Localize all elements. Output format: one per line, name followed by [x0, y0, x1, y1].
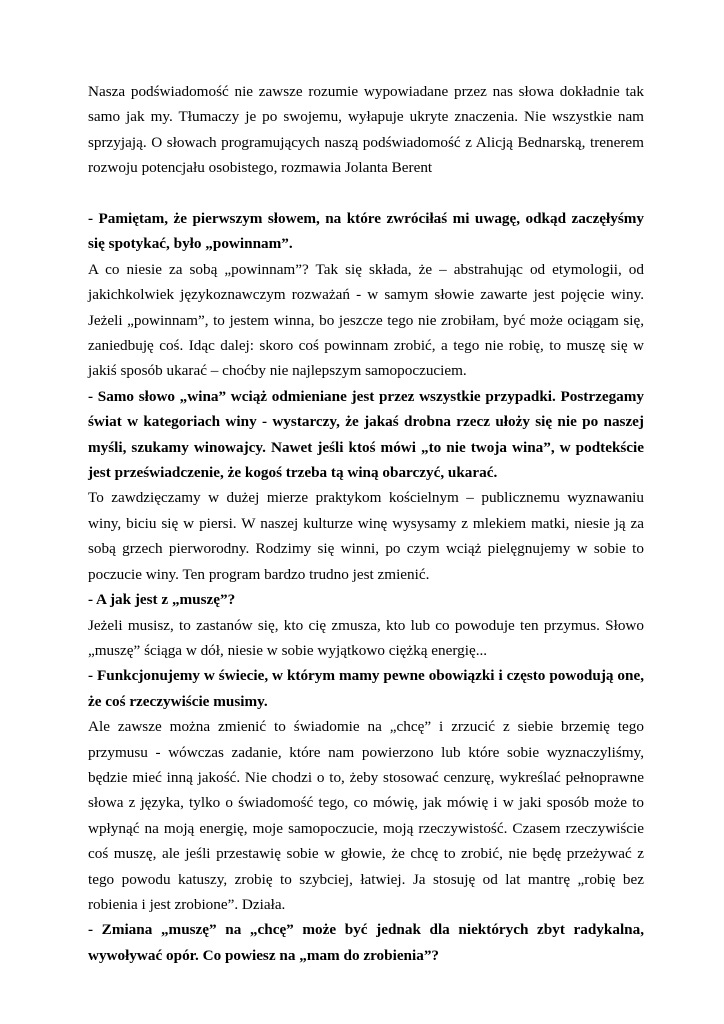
answer-musze: Jeżeli musisz, to zastanów się, kto cię zmusza, kto lub co powoduje ten przymus. Słowo „muszę” ściąga w dół, niesie w sobie wyjątkowo ciężką energię...	[88, 616, 644, 659]
answer-obowiazki: Ale zawsze można zmienić to świadomie na „chcę” i zrzucić z siebie brzemię tego przymusu - wówczas zadanie, które nam powierzono lub które sobie wyznaczyliśmy, będzie mieć inną jakość. Nie chodzi o to, żeby stosować cenzurę, wykreślać pełnoprawne słowa z języka, tylko o świadomość tego, co mówię, jak mówię i w jaki sposób może to wpłynąć na moją energię, moje samopoczucie, moją rzeczywistość. Czasem rzeczywiście coś muszę, ale jeśli przestawię sobie w głowie, że chcę to zrobić, nie będę przeżywać z tego powodu katuszy, zrobię to szybciej, łatwiej. Ja stosuję od lat mantrę „robię bez robienia i jest zrobione”. Działa.	[88, 718, 644, 913]
question-obowiazki: - Funkcjonujemy w świecie, w którym mamy pewne obowiązki i często powodują one, że coś rzeczywiście musimy.	[88, 667, 644, 710]
answer-powinnam: A co niesie za sobą „powinnam”? Tak się składa, że – abstrahując od etymologii, od jakichkolwiek językoznawczym rozważań - w samym słowie zawarte jest pojęcie winy. Jeżeli „powinnam”, to jestem winna, bo jeszcze tego nie zrobiłam, być może ociągam się, zaniedbuję coś. Idąc dalej: skoro coś powinnam zrobić, a tego nie robię, to muszę się w jakiś sposób ukarać – choćby nie najlepszym samopoczuciem.	[88, 260, 644, 380]
question-musze: - A jak jest z „muszę”?	[88, 591, 236, 609]
question-wina: - Samo słowo „wina” wciąż odmieniane jest przez wszystkie przypadki. Postrzegamy świat w kategoriach winy - wystarczy, że jakaś drobna rzecz ułoży się nie po naszej myśli, szukamy winowajcy. Nawet jeśli ktoś mówi „to nie twoja wina”, w podtekście jest przeświadczenie, że kogoś trzeba tą winą obarczyć, ukarać.	[88, 387, 644, 482]
intro-paragraph: Nasza podświadomość nie zawsze rozumie wypowiadane przez nas słowa dokładnie tak samo jak my. Tłumaczy je po swojemu, wyłapuje ukryte znaczenia. Nie wszystkie nam sprzyjają. O słowach programujących naszą podświadomość z Alicją Bednarską, trenerem rozwoju potencjału osobistego, rozmawia Jolanta Berent	[88, 83, 644, 177]
document-page	[88, 79, 644, 968]
paragraph-spacer	[88, 181, 644, 206]
question-powinnam: - Pamiętam, że pierwszym słowem, na które zwróciłaś mi uwagę, odkąd zaczęłyśmy się spotykać, było „powinnam”.	[88, 210, 644, 253]
answer-wina: To zawdzięczamy w dużej mierze praktykom kościelnym – publicznemu wyznawaniu winy, biciu się w piersi. W naszej kulturze winę wysysamy z mlekiem matki, niesie ją za sobą grzech pierworodny. Rodzimy się winni, po czym wciąż pielęgnujemy w sobie to poczucie winy. Ten program bardzo trudno jest zmienić.	[88, 489, 644, 583]
question-mam-do-zrobienia: - Zmiana „muszę” na „chcę” może być jednak dla niektórych zbyt radykalna, wywoływać opór. Co powiesz na „mam do zrobienia”?	[88, 921, 644, 964]
